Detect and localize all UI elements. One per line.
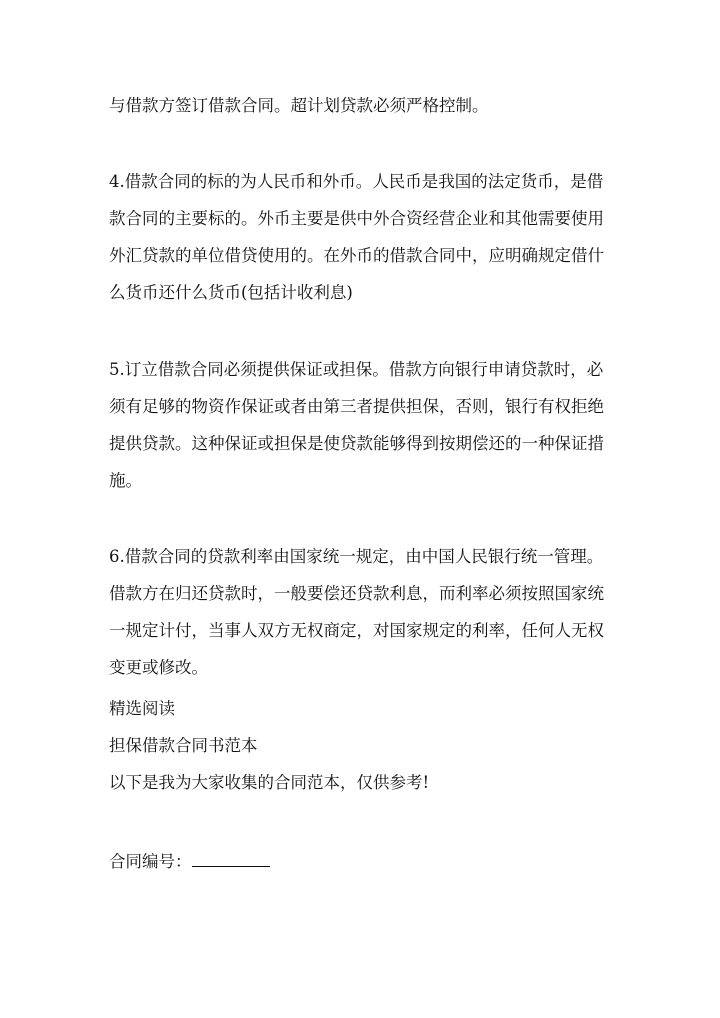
paragraph-4-line-3: 外汇贷款的单位借贷使用的。在外币的借款合同中，应明确规定借什 <box>109 246 604 265</box>
paragraph-5-line-2: 须有足够的物资作保证或者由第三者提供担保，否则，银行有权拒绝 <box>109 397 604 416</box>
paragraph-4-line-1: 4.借款合同的标的为人民币和外币。人民币是我国的法定货币，是借 <box>109 172 604 191</box>
paragraph-5-line-4: 施。 <box>109 471 142 490</box>
contract-number-label: 合同编号： <box>109 852 192 871</box>
intro-text: 以下是我为大家收集的合同范本，仅供参考! <box>109 773 430 792</box>
paragraph-6-line-2: 借款方在归还贷款时，一般要偿还贷款利息，而利率必须按照国家统 <box>109 584 604 603</box>
featured-reading-heading: 精选阅读 <box>109 699 175 718</box>
paragraph-5-line-1: 5.订立借款合同必须提供保证或担保。借款方向银行申请贷款时，必 <box>109 360 604 379</box>
paragraph-6-line-3: 一规定计付，当事人双方无权商定，对国家规定的利率，任何人无权 <box>109 621 604 640</box>
paragraph-4-line-4: 么货币还什么货币(包括计收利息) <box>109 283 353 302</box>
template-title: 担保借款合同书范本 <box>109 736 258 755</box>
paragraph-continued-line-1: 与借款方签订借款合同。超计划贷款必须严格控制。 <box>109 96 489 115</box>
contract-number-blank <box>192 848 270 867</box>
paragraph-4-line-2: 款合同的主要标的。外币主要是供中外合资经营企业和其他需要使用 <box>109 209 604 228</box>
contract-number-line <box>109 843 619 880</box>
paragraph-6-line-4: 变更或修改。 <box>109 658 208 677</box>
paragraph-6-line-1: 6.借款合同的贷款利率由国家统一规定，由中国人民银行统一管理。 <box>109 547 604 566</box>
paragraph-5-line-3: 提供贷款。这种保证或担保是使贷款能够得到按期偿还的一种保证措 <box>109 434 604 453</box>
